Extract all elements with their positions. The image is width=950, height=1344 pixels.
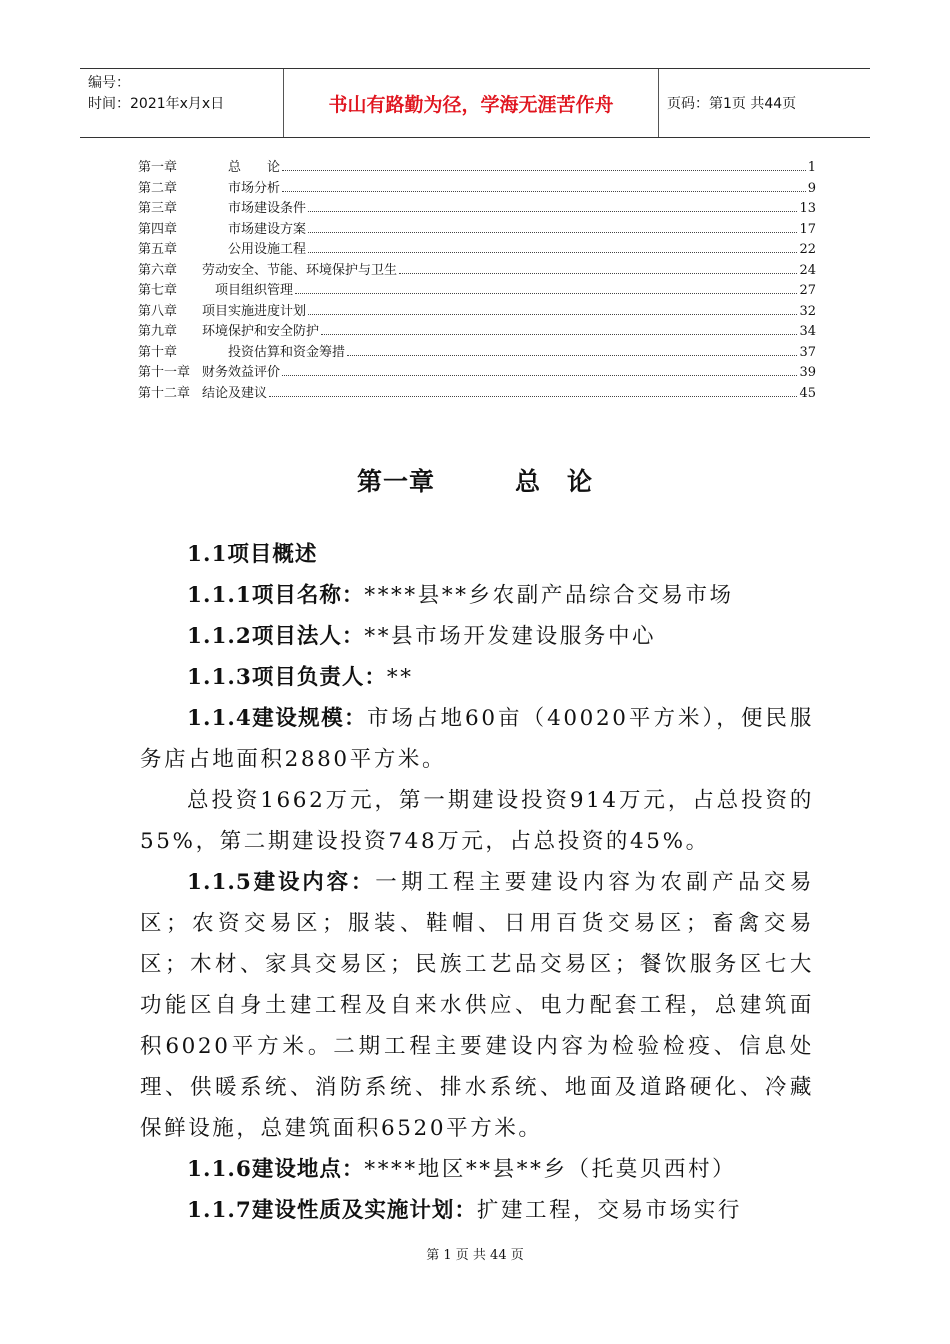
toc-chapter: 第六章	[138, 262, 178, 278]
toc-row	[138, 179, 816, 200]
toc-title: 项目实施进度计划	[202, 303, 307, 319]
toc-leader-dots	[282, 191, 806, 192]
toc-chapter: 第八章	[138, 303, 178, 319]
toc-row	[138, 322, 816, 343]
toc-chapter: 第三章	[138, 201, 178, 216]
toc-title: 财务效益评价	[202, 365, 281, 380]
item-text: ****地区**县**乡（托莫贝西村）	[364, 1157, 737, 1182]
toc-title: 项目组织管理	[202, 283, 294, 298]
toc-leader-dots	[308, 211, 797, 212]
toc-title: 总 论	[202, 160, 281, 175]
item-text: 一期工程主要建设内容为农副产品交易区；农资交易区；服装、鞋帽、日用百货交易区；畜禽交易区；木材、家具交易区；民族工艺品交易区；餐饮服务区七大功能区自身土建工程及自来水供应、电力配套工程，总建筑面积6020平方米。二期工程主要建设内容为检验检疫、信息处理、供暖系统、消防系统、排水系统、地面及道路硬化、冷藏保鲜设施，总建筑面积6520平方米。	[140, 870, 814, 1141]
toc-page-number: 45	[799, 385, 816, 401]
item-content	[140, 862, 814, 1149]
toc-leader-dots	[321, 334, 797, 335]
toc-title: 结论及建议	[202, 385, 268, 401]
toc-page-number: 39	[799, 365, 816, 380]
item-label: 1.1.6建设地点：	[187, 1157, 365, 1182]
item-nature-plan	[140, 1190, 814, 1231]
toc-chapter: 第二章	[138, 180, 178, 196]
toc-row	[138, 384, 816, 405]
toc-leader-dots	[308, 232, 797, 233]
toc-title: 投资估算和资金筹措	[202, 344, 346, 360]
body-text	[140, 532, 814, 1231]
toc-chapter: 第七章	[138, 283, 178, 298]
toc-page-number: 13	[799, 201, 816, 216]
toc-page-number: 34	[799, 324, 816, 339]
investment-paragraph: 总投资1662万元，第一期建设投资914万元，占总投资的55%，第二期建设投资748万元，占总投资的45%。	[140, 788, 814, 854]
toc-page-number: 32	[799, 303, 816, 319]
item-text: 扩建工程，交易市场实行	[476, 1198, 742, 1223]
toc-leader-dots	[282, 375, 797, 376]
item-label: 1.1.4建设规模：	[187, 706, 367, 731]
item-text: 市场占地60亩（40020平方米），便民服务店占地面积2880平方米。	[140, 706, 814, 772]
header-page-info: 页码：第1页 共44页	[667, 96, 797, 112]
header-motto: 书山有路勤为径，学海无涯苦作舟	[283, 69, 659, 137]
item-text: ****县**乡农副产品综合交易市场	[364, 583, 734, 608]
toc-title: 市场分析	[202, 180, 281, 196]
toc-chapter: 第五章	[138, 242, 178, 257]
toc-chapter: 第十二章	[138, 385, 191, 401]
item-text: **县市场开发建设服务中心	[364, 624, 657, 649]
toc-title: 劳动安全、节能、环境保护与卫生	[202, 262, 398, 278]
toc-page-number: 24	[799, 262, 816, 278]
item-label: 1.1.7建设性质及实施计划：	[187, 1198, 477, 1223]
chapter-heading-title: 总 论	[515, 467, 594, 496]
toc-leader-dots	[282, 170, 806, 171]
toc-title: 市场建设条件	[202, 201, 307, 216]
item-scale	[140, 698, 814, 780]
number-label: 编号：	[88, 75, 130, 91]
toc-leader-dots	[347, 355, 797, 356]
toc-title: 公用设施工程	[202, 242, 307, 257]
toc-row	[138, 261, 816, 282]
toc-title: 环境保护和安全防护	[202, 324, 320, 339]
toc-row	[138, 363, 816, 384]
toc-title: 市场建设方案	[202, 221, 307, 237]
item-location	[140, 1149, 814, 1190]
toc-leader-dots	[269, 396, 797, 397]
section-heading: 1.1项目概述	[187, 542, 318, 567]
toc-chapter: 第十一章	[138, 365, 191, 380]
item-label: 1.1.5建设内容：	[187, 870, 376, 895]
item-legal-person	[140, 616, 814, 657]
toc-page-number: 9	[807, 180, 816, 196]
item-project-name	[140, 575, 814, 616]
toc-chapter: 第十章	[138, 344, 178, 360]
item-label: 1.1.2项目法人：	[187, 624, 365, 649]
toc-leader-dots	[295, 293, 797, 294]
toc-chapter: 第九章	[138, 324, 178, 339]
page-footer: 第 1 页 共 44 页	[426, 1248, 524, 1263]
toc-row	[138, 158, 816, 179]
chapter-heading-number: 第一章	[356, 467, 435, 496]
time-label: 时间：2021年x月x日	[88, 96, 225, 112]
table-of-contents	[138, 158, 816, 404]
page-header	[80, 68, 870, 138]
toc-page-number: 1	[807, 160, 816, 175]
toc-page-number: 17	[799, 221, 816, 237]
chapter-heading	[0, 462, 950, 498]
toc-row	[138, 302, 816, 323]
toc-row	[138, 343, 816, 364]
item-label: 1.1.3项目负责人：	[187, 665, 387, 690]
toc-row	[138, 199, 816, 220]
toc-page-number: 37	[799, 344, 816, 360]
toc-row	[138, 240, 816, 261]
item-text: **	[386, 665, 414, 690]
toc-page-number: 27	[799, 283, 816, 298]
toc-leader-dots	[308, 252, 797, 253]
toc-leader-dots	[308, 314, 797, 315]
toc-row	[138, 220, 816, 241]
toc-page-number: 22	[799, 242, 816, 257]
toc-leader-dots	[399, 273, 797, 274]
item-responsible-person	[140, 657, 814, 698]
toc-chapter: 第一章	[138, 160, 178, 175]
header-meta	[80, 69, 283, 137]
toc-row	[138, 281, 816, 302]
toc-chapter: 第四章	[138, 221, 178, 237]
item-label: 1.1.1项目名称：	[187, 583, 365, 608]
